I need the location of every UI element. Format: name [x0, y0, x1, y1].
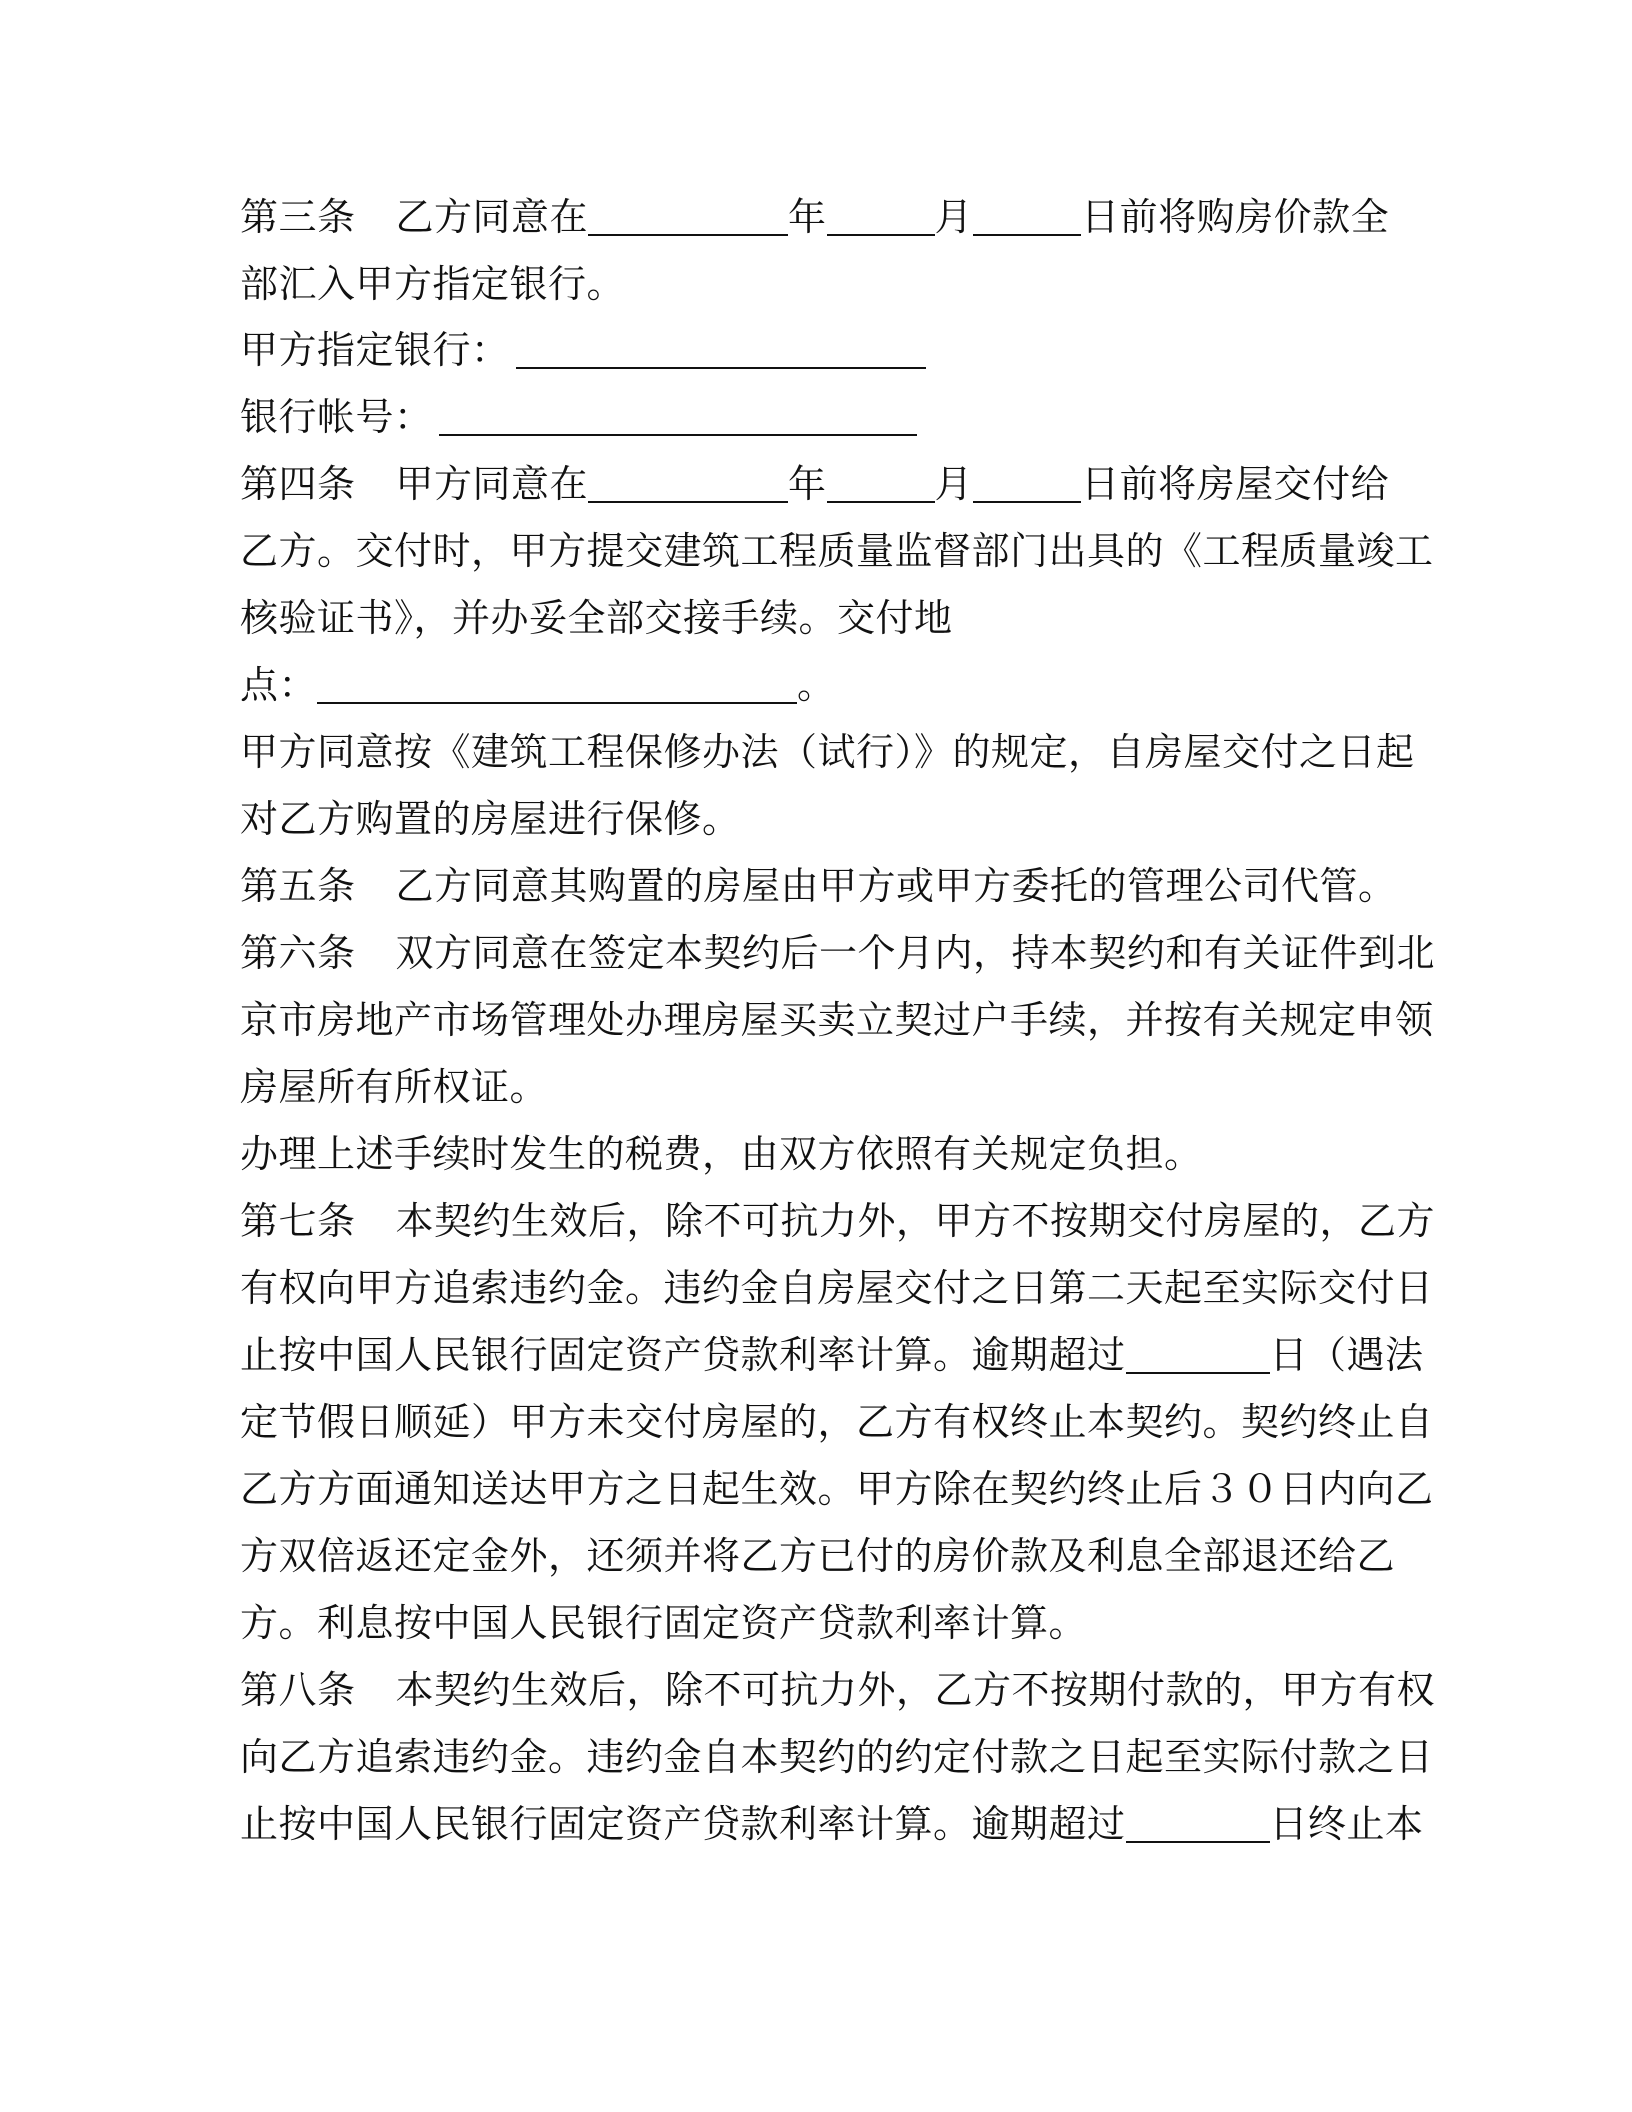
article6-line2: 京市房地产市场管理处办理房屋买卖立契过户手续，并按有关规定申领 [240, 998, 1434, 1042]
place-label: 点： [240, 663, 318, 707]
article3-year: 年 [788, 195, 827, 239]
article7-days-blank[interactable] [1126, 1332, 1270, 1374]
article3-line1 [240, 190, 1389, 244]
article4-line3: 核验证书》，并办妥全部交接手续。交付地 [240, 596, 953, 640]
article4-text-b: 日前将房屋交付给 [1081, 462, 1390, 506]
article8-line3 [240, 1797, 1424, 1851]
article8-days-blank[interactable] [1126, 1801, 1270, 1843]
bank-label: 甲方指定银行： [240, 328, 510, 372]
article6-line4: 办理上述手续时发生的税费，由双方依照有关规定负担。 [240, 1132, 1203, 1176]
article7-line4: 定节假日顺延）甲方未交付房屋的，乙方有权终止本契约。契约终止自 [240, 1400, 1434, 1444]
article3-bank-line [240, 323, 926, 377]
article7-label: 第七条 [240, 1199, 356, 1243]
article3-line2: 部汇入甲方指定银行。 [240, 262, 626, 306]
article7-line3b: 日（遇法 [1269, 1333, 1424, 1377]
article8-line3b: 日终止本 [1269, 1802, 1424, 1846]
article4-year: 年 [788, 462, 827, 506]
article4-line2: 乙方。交付时，甲方提交建筑工程质量监督部门出具的《工程质量竣工 [240, 529, 1434, 573]
article4-line6: 对乙方购置的房屋进行保修。 [240, 797, 741, 841]
article7-line7: 方。利息按中国人民银行固定资产贷款利率计算。 [240, 1601, 1088, 1645]
article7-line3a: 止按中国人民银行固定资产贷款利率计算。逾期超过 [240, 1333, 1126, 1377]
article7-line1 [240, 1194, 1435, 1248]
article5-label: 第五条 [240, 864, 356, 908]
article3-day-blank[interactable] [973, 194, 1081, 236]
article6-line1 [240, 926, 1435, 980]
article4-month: 月 [934, 462, 974, 506]
article4-year-blank[interactable] [588, 461, 788, 503]
article7-line5: 乙方方面通知送达甲方之日起生效。甲方除在契约终止后３０日内向乙 [240, 1467, 1434, 1511]
article8-line3a: 止按中国人民银行固定资产贷款利率计算。逾期超过 [240, 1802, 1126, 1846]
article7-line6: 方双倍返还定金外，还须并将乙方已付的房价款及利息全部退还给乙 [240, 1534, 1396, 1578]
article4-month-blank[interactable] [827, 461, 935, 503]
article3-account-line [240, 390, 917, 444]
article3-year-blank[interactable] [588, 194, 788, 236]
bank-blank[interactable] [516, 327, 926, 369]
account-label: 银行帐号： [240, 395, 433, 439]
article8-line2: 向乙方追索违约金。违约金自本契约的约定付款之日起至实际付款之日 [240, 1735, 1434, 1779]
article4-day-blank[interactable] [973, 461, 1081, 503]
account-blank[interactable] [439, 394, 917, 436]
article3-month: 月 [934, 195, 974, 239]
article5-line1 [240, 859, 1397, 913]
article6-line3: 房屋所有所权证。 [240, 1065, 549, 1109]
article6-label: 第六条 [240, 931, 356, 975]
article4-line5: 甲方同意按《建筑工程保修办法（试行）》的规定，自房屋交付之日起 [240, 730, 1415, 774]
article4-line1 [240, 457, 1389, 511]
article4-label: 第四条 [240, 462, 356, 506]
article8-line1 [240, 1663, 1435, 1717]
article3-label: 第三条 [240, 195, 356, 239]
article8-label: 第八条 [240, 1668, 356, 1712]
article4-place-line [240, 658, 836, 712]
place-blank[interactable] [317, 662, 797, 704]
place-end: 。 [797, 663, 836, 707]
article6-text: 双方同意在签定本契约后一个月内，持本契约和有关证件到北 [395, 931, 1436, 975]
article8-text: 本契约生效后，除不可抗力外，乙方不按期付款的，甲方有权 [395, 1668, 1436, 1712]
article7-line2: 有权向甲方追索违约金。违约金自房屋交付之日第二天起至实际交付日 [240, 1266, 1434, 1310]
article7-line3 [240, 1328, 1424, 1382]
article3-month-blank[interactable] [827, 194, 935, 236]
article3-text-b: 日前将购房价款全 [1081, 195, 1390, 239]
article7-text: 本契约生效后，除不可抗力外，甲方不按期交付房屋的，乙方 [395, 1199, 1436, 1243]
article3-text-a: 乙方同意在 [395, 195, 589, 239]
article5-text: 乙方同意其购置的房屋由甲方或甲方委托的管理公司代管。 [395, 864, 1397, 908]
article4-text-a: 甲方同意在 [395, 462, 589, 506]
